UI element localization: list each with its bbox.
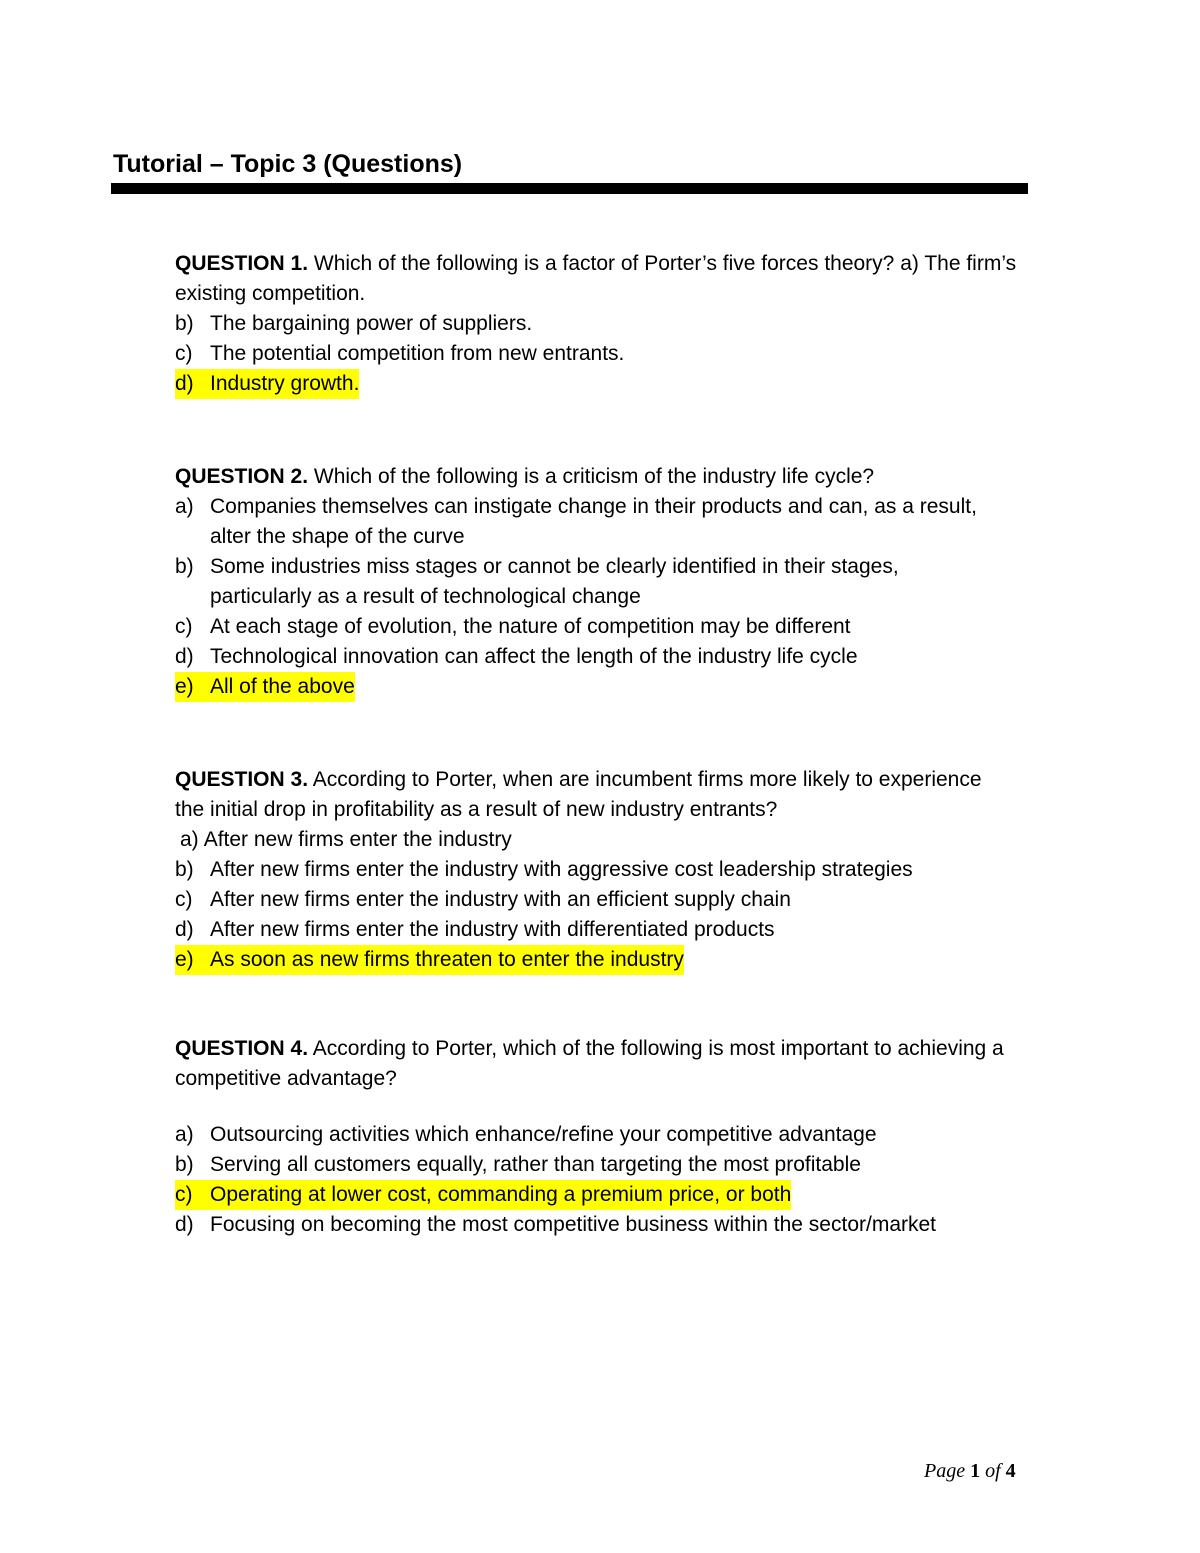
question-4-stem: According to Porter, which of the following is most important to achieving a competitive advantage?: [175, 1037, 1004, 1090]
option-letter: b): [175, 312, 194, 335]
option-text: After new firms enter the industry with differentiated products: [210, 918, 775, 941]
option-text: Technological innovation can affect the length of the industry life cycle: [210, 645, 858, 668]
question-3-options: [175, 825, 1005, 975]
answer-highlight: [175, 369, 359, 399]
option-letter: d): [175, 918, 194, 941]
option-text: Companies themselves can instigate change in their products and can, as a result, alter the shape of the curve: [210, 495, 977, 548]
option-2d: [175, 642, 1035, 672]
question-1-number: QUESTION 1.: [175, 252, 309, 275]
option-letter: c): [175, 1183, 193, 1206]
option-4c-answer: [175, 1180, 1020, 1210]
option-letter: c): [175, 342, 193, 365]
question-1: [175, 249, 1035, 399]
question-4-number: QUESTION 4.: [175, 1037, 309, 1060]
question-3-text: [175, 765, 1005, 825]
question-3-stem: According to Porter, when are incumbent firms more likely to experience the initial drop in profitability as a result of new industry entrants?: [175, 768, 982, 821]
answer-highlight: [175, 1180, 791, 1210]
page-total: 4: [1005, 1460, 1016, 1482]
option-letter: e): [175, 948, 194, 971]
option-text: Serving all customers equally, rather than targeting the most profitable: [210, 1153, 861, 1176]
option-3c: [175, 885, 1005, 915]
option-2e-answer: [175, 672, 1035, 702]
option-text: At each stage of evolution, the nature of competition may be different: [210, 615, 851, 638]
option-2b: [175, 552, 930, 612]
option-text: After new firms enter the industry with aggressive cost leadership strategies: [210, 858, 913, 881]
question-3: [175, 765, 1005, 975]
option-letter: b): [175, 1153, 194, 1176]
option-4a: [175, 1120, 1020, 1150]
question-2-stem: Which of the following is a criticism of the industry life cycle?: [313, 465, 875, 488]
option-letter: d): [175, 645, 194, 668]
option-letter: d): [175, 1213, 194, 1236]
option-2c: [175, 612, 1035, 642]
question-2-options: [175, 492, 1035, 702]
question-3-number: QUESTION 3.: [175, 768, 309, 791]
option-text: After new firms enter the industry with an efficient supply chain: [210, 888, 791, 911]
option-text: Focusing on becoming the most competitive business within the sector/market: [210, 1213, 937, 1236]
option-1b: [175, 309, 1035, 339]
option-text: All of the above: [210, 675, 355, 698]
title-rule: [111, 183, 1028, 194]
question-4-options: [175, 1120, 1020, 1240]
option-letter: c): [175, 888, 193, 911]
question-2-text: [175, 462, 1035, 492]
option-3b: [175, 855, 1005, 885]
option-letter: e): [175, 675, 194, 698]
option-letter: b): [175, 555, 194, 578]
option-letter: d): [175, 372, 194, 395]
document-title: Tutorial – Topic 3 (Questions): [113, 150, 463, 178]
option-3d: [175, 915, 1005, 945]
option-4d: [175, 1210, 1020, 1240]
option-3a: [175, 825, 1005, 855]
option-text: Outsourcing activities which enhance/refine your competitive advantage: [210, 1123, 877, 1146]
question-1-stem: Which of the following is a factor of Porter’s five forces theory? a) The firm’s existing competition.: [175, 252, 1017, 305]
of-word: of: [985, 1460, 1001, 1482]
option-text: Some industries miss stages or cannot be clearly identified in their stages, particularly as a result of technological change: [210, 555, 899, 608]
page-number: 1: [970, 1460, 981, 1482]
question-4: [175, 1034, 1020, 1240]
option-letter: a): [175, 495, 194, 518]
option-letter: a): [180, 828, 199, 851]
question-1-text: [175, 249, 1035, 309]
page-footer: [924, 1460, 1016, 1483]
option-1d-answer: [175, 369, 1035, 399]
question-1-options: [175, 309, 1035, 399]
option-letter: a): [175, 1123, 194, 1146]
answer-highlight: [175, 945, 684, 975]
option-1c: [175, 339, 1035, 369]
option-text: After new firms enter the industry: [203, 828, 512, 851]
option-3e-answer: [175, 945, 1005, 975]
option-text: Industry growth.: [210, 372, 360, 395]
option-text: The bargaining power of suppliers.: [210, 312, 533, 335]
option-text: The potential competition from new entrants.: [210, 342, 625, 365]
option-text: Operating at lower cost, commanding a premium price, or both: [210, 1183, 792, 1206]
option-2a: [175, 492, 1000, 552]
option-text: As soon as new firms threaten to enter the industry: [210, 948, 684, 971]
option-letter: c): [175, 615, 193, 638]
question-2: [175, 462, 1035, 702]
option-letter: b): [175, 858, 194, 881]
answer-highlight: [175, 672, 355, 702]
question-2-number: QUESTION 2.: [175, 465, 309, 488]
page-word: Page: [924, 1460, 966, 1482]
option-4b: [175, 1150, 1020, 1180]
question-4-text: [175, 1034, 1020, 1094]
